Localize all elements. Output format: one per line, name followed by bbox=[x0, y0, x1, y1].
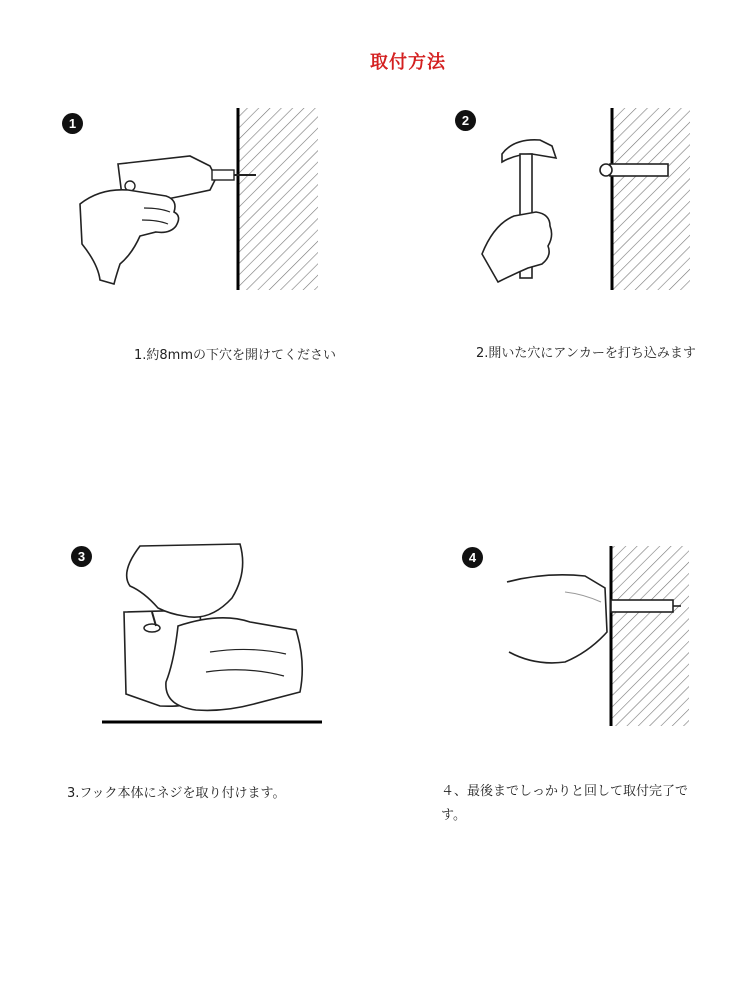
step-1-caption: 1.約8mmの下穴を開けてください bbox=[134, 348, 337, 363]
step-2-number-badge: 2 bbox=[455, 110, 476, 131]
step-2-hammer-illustration bbox=[470, 104, 700, 294]
page-title: 取付方法 bbox=[370, 52, 446, 73]
step-4-number-badge: 4 bbox=[462, 547, 483, 568]
step-1-number-badge: 1 bbox=[62, 113, 83, 134]
step-4-tightening-illustration bbox=[505, 542, 695, 728]
step-3-screw-hook-illustration bbox=[100, 542, 332, 728]
step-4-caption: ４、最後までしっかりと回して取付完了です。 bbox=[441, 784, 689, 823]
step-3-caption: 3.フック本体にネジを取り付けます。 bbox=[67, 786, 286, 801]
step-2-caption: 2.開いた穴にアンカーを打ち込みます bbox=[476, 346, 696, 361]
step-3-number-badge: 3 bbox=[71, 546, 92, 567]
step-1-drill-illustration bbox=[70, 104, 330, 294]
